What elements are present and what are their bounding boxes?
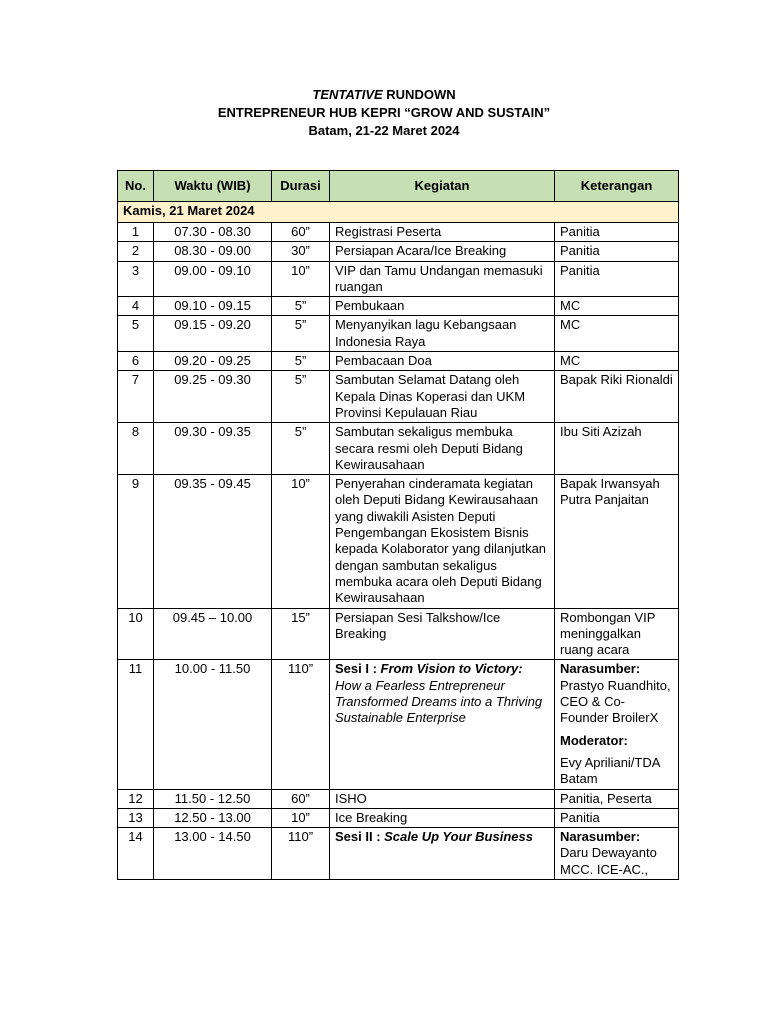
speaker-label: Narasumber: xyxy=(560,661,641,677)
row-activity: Sambutan Selamat Datang oleh Kepala Dinas Koperasi dan UKM Provinsi Kepulauan Riau xyxy=(330,371,555,423)
row-time: 07.30 - 08.30 xyxy=(154,223,272,242)
row-activity: Pembukaan xyxy=(330,297,555,316)
row-activity xyxy=(330,828,555,880)
row-activity: Ice Breaking xyxy=(330,808,555,827)
row-notes xyxy=(555,660,679,789)
speaker-name: Daru Dewayanto MCC. ICE-AC., xyxy=(560,845,657,877)
row-notes: Rombongan VIP meninggalkan ruang acara xyxy=(555,608,679,660)
row-activity: Pembacaan Doa xyxy=(330,352,555,371)
row-notes: Panitia xyxy=(555,808,679,827)
row-no: 11 xyxy=(118,660,154,789)
row-time: 12.50 - 13.00 xyxy=(154,808,272,827)
row-activity: Sambutan sekaligus membuka secara resmi oleh Deputi Bidang Kewirausahaan xyxy=(330,423,555,475)
table-row xyxy=(118,297,679,316)
row-duration: 110” xyxy=(272,660,330,789)
row-notes: MC xyxy=(555,316,679,352)
row-time: 09.45 – 10.00 xyxy=(154,608,272,660)
row-no: 3 xyxy=(118,261,154,297)
table-row xyxy=(118,371,679,423)
row-notes: Ibu Siti Azizah xyxy=(555,423,679,475)
table-row-session-1 xyxy=(118,660,679,789)
row-notes: Panitia xyxy=(555,242,679,261)
row-activity: Registrasi Peserta xyxy=(330,223,555,242)
row-time: 09.00 - 09.10 xyxy=(154,261,272,297)
document-header xyxy=(0,86,768,140)
row-duration: 10” xyxy=(272,475,330,608)
table-header-row xyxy=(118,171,679,202)
rundown-table xyxy=(117,170,679,880)
table-row xyxy=(118,423,679,475)
title-line-1: TENTATIVE RUNDOWN xyxy=(312,87,456,102)
row-time: 09.10 - 09.15 xyxy=(154,297,272,316)
row-activity: VIP dan Tamu Undangan memasuki ruangan xyxy=(330,261,555,297)
row-no: 10 xyxy=(118,608,154,660)
row-activity: Persiapan Sesi Talkshow/Ice Breaking xyxy=(330,608,555,660)
row-duration: 60” xyxy=(272,789,330,808)
row-no: 1 xyxy=(118,223,154,242)
row-time: 13.00 - 14.50 xyxy=(154,828,272,880)
row-duration: 15” xyxy=(272,608,330,660)
row-time: 09.35 - 09.45 xyxy=(154,475,272,608)
row-no: 14 xyxy=(118,828,154,880)
row-no: 5 xyxy=(118,316,154,352)
row-activity: ISHO xyxy=(330,789,555,808)
row-time: 11.50 - 12.50 xyxy=(154,789,272,808)
header-time: Waktu (WIB) xyxy=(154,171,272,202)
title-line-3: Batam, 21-22 Maret 2024 xyxy=(308,123,460,138)
header-activity: Kegiatan xyxy=(330,171,555,202)
row-activity: Persiapan Acara/Ice Breaking xyxy=(330,242,555,261)
row-no: 12 xyxy=(118,789,154,808)
session-title: Sesi I : From Vision to Victory: xyxy=(335,661,523,677)
row-notes: Bapak Riki Rionaldi xyxy=(555,371,679,423)
row-activity: Menyanyikan lagu Kebangsaan Indonesia Raya xyxy=(330,316,555,352)
row-no: 2 xyxy=(118,242,154,261)
row-no: 8 xyxy=(118,423,154,475)
row-time: 09.15 - 09.20 xyxy=(154,316,272,352)
row-activity xyxy=(330,660,555,789)
speaker-name: Prastyo Ruandhito, CEO & Co-Founder BroilerX xyxy=(560,677,671,726)
row-notes: Panitia, Peserta xyxy=(555,789,679,808)
row-duration: 60” xyxy=(272,223,330,242)
row-no: 13 xyxy=(118,808,154,827)
row-time: 09.30 - 09.35 xyxy=(154,423,272,475)
title-line-2: ENTREPRENEUR HUB KEPRI “GROW AND SUSTAIN” xyxy=(217,105,551,120)
header-duration: Durasi xyxy=(272,171,330,202)
row-duration: 5” xyxy=(272,352,330,371)
row-time: 10.00 - 11.50 xyxy=(154,660,272,789)
day-row xyxy=(118,202,679,223)
row-notes: Bapak Irwansyah Putra Panjaitan xyxy=(555,475,679,608)
row-no: 4 xyxy=(118,297,154,316)
speaker-label: Narasumber: xyxy=(560,829,641,845)
table-row xyxy=(118,608,679,660)
table-row-session-2 xyxy=(118,828,679,880)
table-row xyxy=(118,316,679,352)
row-notes xyxy=(555,828,679,880)
table-row xyxy=(118,808,679,827)
row-notes: Panitia xyxy=(555,223,679,242)
moderator-label: Moderator: xyxy=(560,732,628,748)
table-row xyxy=(118,475,679,608)
session-title: Sesi II : Scale Up Your Business xyxy=(335,829,533,845)
row-no: 9 xyxy=(118,475,154,608)
header-no: No. xyxy=(118,171,154,202)
row-duration: 5” xyxy=(272,371,330,423)
row-time: 08.30 - 09.00 xyxy=(154,242,272,261)
table-row xyxy=(118,789,679,808)
row-duration: 5” xyxy=(272,316,330,352)
row-notes: Panitia xyxy=(555,261,679,297)
table-row xyxy=(118,352,679,371)
row-time: 09.20 - 09.25 xyxy=(154,352,272,371)
row-no: 6 xyxy=(118,352,154,371)
row-duration: 10” xyxy=(272,808,330,827)
row-duration: 110” xyxy=(272,828,330,880)
moderator-name: Evy Apriliani/TDA Batam xyxy=(560,754,660,787)
row-duration: 5” xyxy=(272,297,330,316)
row-duration: 5” xyxy=(272,423,330,475)
session-subtitle: How a Fearless Entrepreneur Transformed Dreams into a Thriving Sustainable Enterprise xyxy=(335,677,543,726)
table-row xyxy=(118,242,679,261)
row-notes: MC xyxy=(555,297,679,316)
header-notes: Keterangan xyxy=(555,171,679,202)
row-time: 09.25 - 09.30 xyxy=(154,371,272,423)
row-no: 7 xyxy=(118,371,154,423)
table-row xyxy=(118,261,679,297)
day-label: Kamis, 21 Maret 2024 xyxy=(118,202,679,223)
table-row xyxy=(118,223,679,242)
row-duration: 10” xyxy=(272,261,330,297)
row-duration: 30” xyxy=(272,242,330,261)
row-notes: MC xyxy=(555,352,679,371)
row-activity: Penyerahan cinderamata kegiatan oleh Deputi Bidang Kewirausahaan yang diwakili Asisten Deputi Pengembangan Ekosistem Bisnis kepada Kolaborator yang dilanjutkan dengan sambutan sekaligus membuka acara oleh Deputi Bidang Kewirausahaan xyxy=(330,475,555,608)
